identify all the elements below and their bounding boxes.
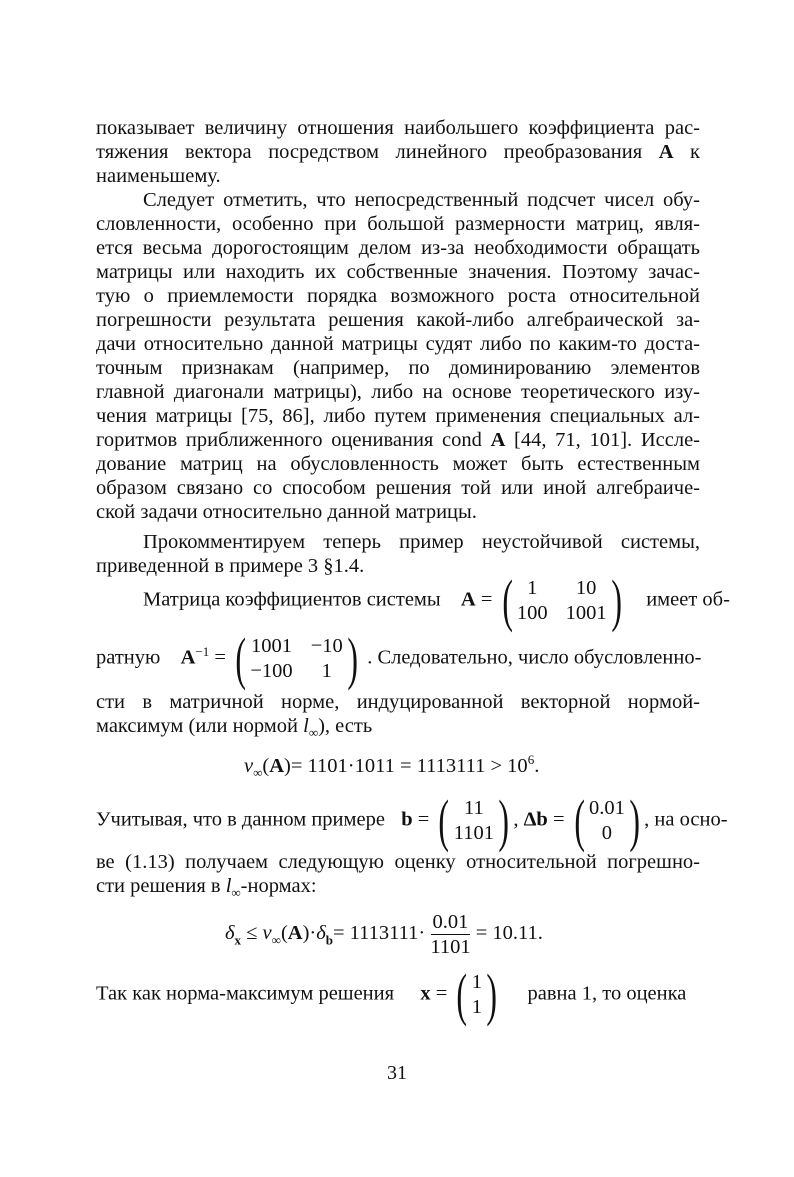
equals-sign: = [480, 588, 493, 611]
matrix-a-inverse [231, 626, 362, 691]
subscript-x: x [234, 932, 242, 948]
matrix-cell: 1 [527, 577, 538, 599]
left-paren: ( [573, 788, 585, 853]
subscript-b: b [325, 932, 333, 948]
vector-cells [589, 796, 625, 846]
text-line: погрешности результата решения какой-либо алгебраической за- [96, 309, 700, 331]
matrix-cell: −100 [250, 660, 293, 682]
text-span: имеет об- [646, 588, 730, 611]
text-line: ве (1.13) получаем следующую оценку относительной погрешно- [96, 851, 700, 873]
norm-symbol: l [303, 715, 309, 737]
vector-symbol: x [420, 982, 431, 1005]
matrix-cell: 1001 [251, 635, 293, 657]
text-line: ется весьма дорогостоящим делом из-за необходимости обращать [96, 237, 700, 259]
text-span: максимум (или нормой [96, 715, 298, 737]
infinity-subscript: ∞ [271, 932, 281, 948]
text-span: к [690, 141, 701, 163]
vector-x-line [96, 962, 687, 1027]
fraction-numerator: 0.01 [432, 911, 469, 933]
equation-text: = 10.11. [475, 922, 543, 945]
right-paren: ) [347, 626, 358, 691]
matrix-symbol: A [180, 646, 196, 669]
norm-symbol: l [225, 875, 232, 897]
left-paren: ( [235, 626, 247, 691]
infinity-subscript: ∞ [253, 764, 263, 780]
equals-sign: = [435, 982, 448, 1005]
text-line [96, 714, 700, 745]
text-span: сти решения в [96, 875, 221, 897]
text-span: -нормах: [240, 875, 317, 897]
text-span: равна 1, то оценка [527, 982, 687, 1005]
matrix-a-line [143, 568, 730, 633]
right-paren: ) [610, 568, 622, 633]
delta-b-symbol: Δb [523, 808, 548, 831]
vector-cell: 0 [601, 822, 613, 844]
text-line: чения матрицы [75, 86], либо путем применения специальных ал- [96, 405, 700, 427]
text-span: , на осно- [644, 808, 728, 831]
text-line [96, 140, 700, 164]
vectors-line [96, 788, 728, 853]
matrix-a [498, 568, 626, 633]
text-line: матрицы или находить их собственные значения. Поэтому зачас- [96, 261, 700, 283]
text-line: приведенной в примере 3 §1.4. [96, 555, 365, 577]
text-line: дование матриц на обусловленность может быть естественным [96, 453, 700, 475]
paragraph-first-line: Прокомментируем теперь пример неустойчивой системы, [143, 531, 700, 553]
matrix-cell: 10 [575, 577, 597, 599]
text-span: тяжения вектора посредством линейного преобразования [96, 141, 643, 163]
right-paren: ) [629, 788, 640, 853]
matrix-cells [517, 576, 607, 626]
nu-symbol: ν [244, 754, 254, 777]
vector-x [452, 962, 501, 1027]
text-line: ской задачи относительно данной матрицы. [96, 501, 477, 523]
vector-delta-b [570, 788, 645, 853]
vector-cells [454, 796, 494, 846]
equals-sign: = [214, 646, 226, 669]
text-line: главной диагонали матрицы), либо на основе теоретического изу- [96, 381, 700, 403]
matrix-symbol: A [287, 922, 303, 945]
text-span: Так как норма-максимум решения [96, 982, 395, 1005]
delta-symbol: δ [225, 922, 235, 945]
right-paren: ) [486, 962, 497, 1027]
fraction [430, 910, 470, 959]
vector-cell: 0.01 [588, 797, 625, 819]
vector-b [434, 788, 513, 853]
fraction-denominator: 1101 [430, 936, 471, 958]
text-line [96, 428, 700, 452]
infinity-subscript: ∞ [308, 725, 319, 741]
delta-symbol: δ [316, 922, 326, 945]
paragraph-first-line: Следует отметить, что непосредственный подсчет чисел обу- [143, 189, 700, 211]
leq-sign: ≤ [246, 922, 258, 945]
vector-symbol: b [401, 808, 413, 831]
right-paren: ) [498, 788, 509, 853]
vector-cell: 1 [471, 971, 482, 993]
text-line: дачи относительно данной матрицы судят либо по каким-то доста- [96, 333, 700, 355]
left-paren: ( [501, 568, 513, 633]
nu-symbol: ν [262, 922, 272, 945]
text-span: ), есть [318, 715, 373, 737]
equation-text: = 1113111· [333, 922, 426, 945]
exponent: 6 [527, 752, 535, 767]
matrix-inverse-line [96, 626, 702, 691]
matrix-symbol: A [460, 588, 476, 611]
left-paren: ( [456, 962, 468, 1027]
equation-condition-number: $\nu_\infty(A)= 1101\cdot 1011 = 1113111 > 10^6$. [244, 752, 540, 780]
text-line: точным признакам (например, по доминированию элементов [96, 357, 700, 379]
text-line: сти в матричной норме, индуцированной векторной нормой- [96, 691, 700, 713]
matrix-symbol: A [269, 754, 285, 777]
vector-cells [472, 970, 482, 1020]
text-span: . Следовательно, число обусловленно- [367, 646, 702, 669]
equals-sign: = [552, 808, 565, 831]
text-line: словленности, особенно при большой размерности матриц, явля- [96, 213, 700, 235]
matrix-cell: 1001 [565, 602, 607, 624]
infinity-subscript: ∞ [231, 885, 241, 901]
text-span: Матрица коэффициентов системы [143, 588, 441, 611]
text-line: показывает величину отношения наибольшего коэффициента рас- [96, 117, 700, 139]
matrix-cell: 100 [516, 602, 548, 624]
text-span: ратную [96, 646, 161, 669]
left-paren: ( [438, 788, 450, 853]
equation-text: = 1101·1011 = 1113111 > 10 [290, 754, 528, 777]
matrix-symbol: A [658, 141, 674, 163]
equals-sign: = [417, 808, 430, 831]
page-number: 31 [387, 1062, 407, 1084]
text-line: тую о приемлемости порядка возможного роста относительной [96, 285, 700, 307]
matrix-symbol: A [490, 429, 506, 451]
separator: , [513, 808, 519, 831]
text-line: образом связано со способом решения той или иной алгебраиче- [96, 477, 700, 499]
vector-cell: 1 [471, 996, 482, 1018]
matrix-cell: 1 [321, 660, 332, 682]
text-span: горитмов приближенного оценивания cond [96, 429, 482, 451]
text-line: наименьшему. [96, 165, 221, 187]
matrix-cell: −10 [310, 635, 343, 657]
inverse-superscript: −1 [195, 643, 210, 659]
text-line [96, 874, 700, 905]
vector-cell: 11 [463, 797, 484, 819]
matrix-cells [250, 634, 342, 684]
text-span: [44, 71, 101]. Иссле- [514, 429, 700, 451]
equation-error-estimate: $\delta_x \le \nu_\infty(A)\cdot\delta_b= 1113111\cdot$ $\frac{0.01}{1101}$ = 10.11. [225, 911, 543, 958]
text-span: Учитывая, что в данном примере [96, 808, 385, 831]
vector-cell: 1101 [453, 822, 494, 844]
